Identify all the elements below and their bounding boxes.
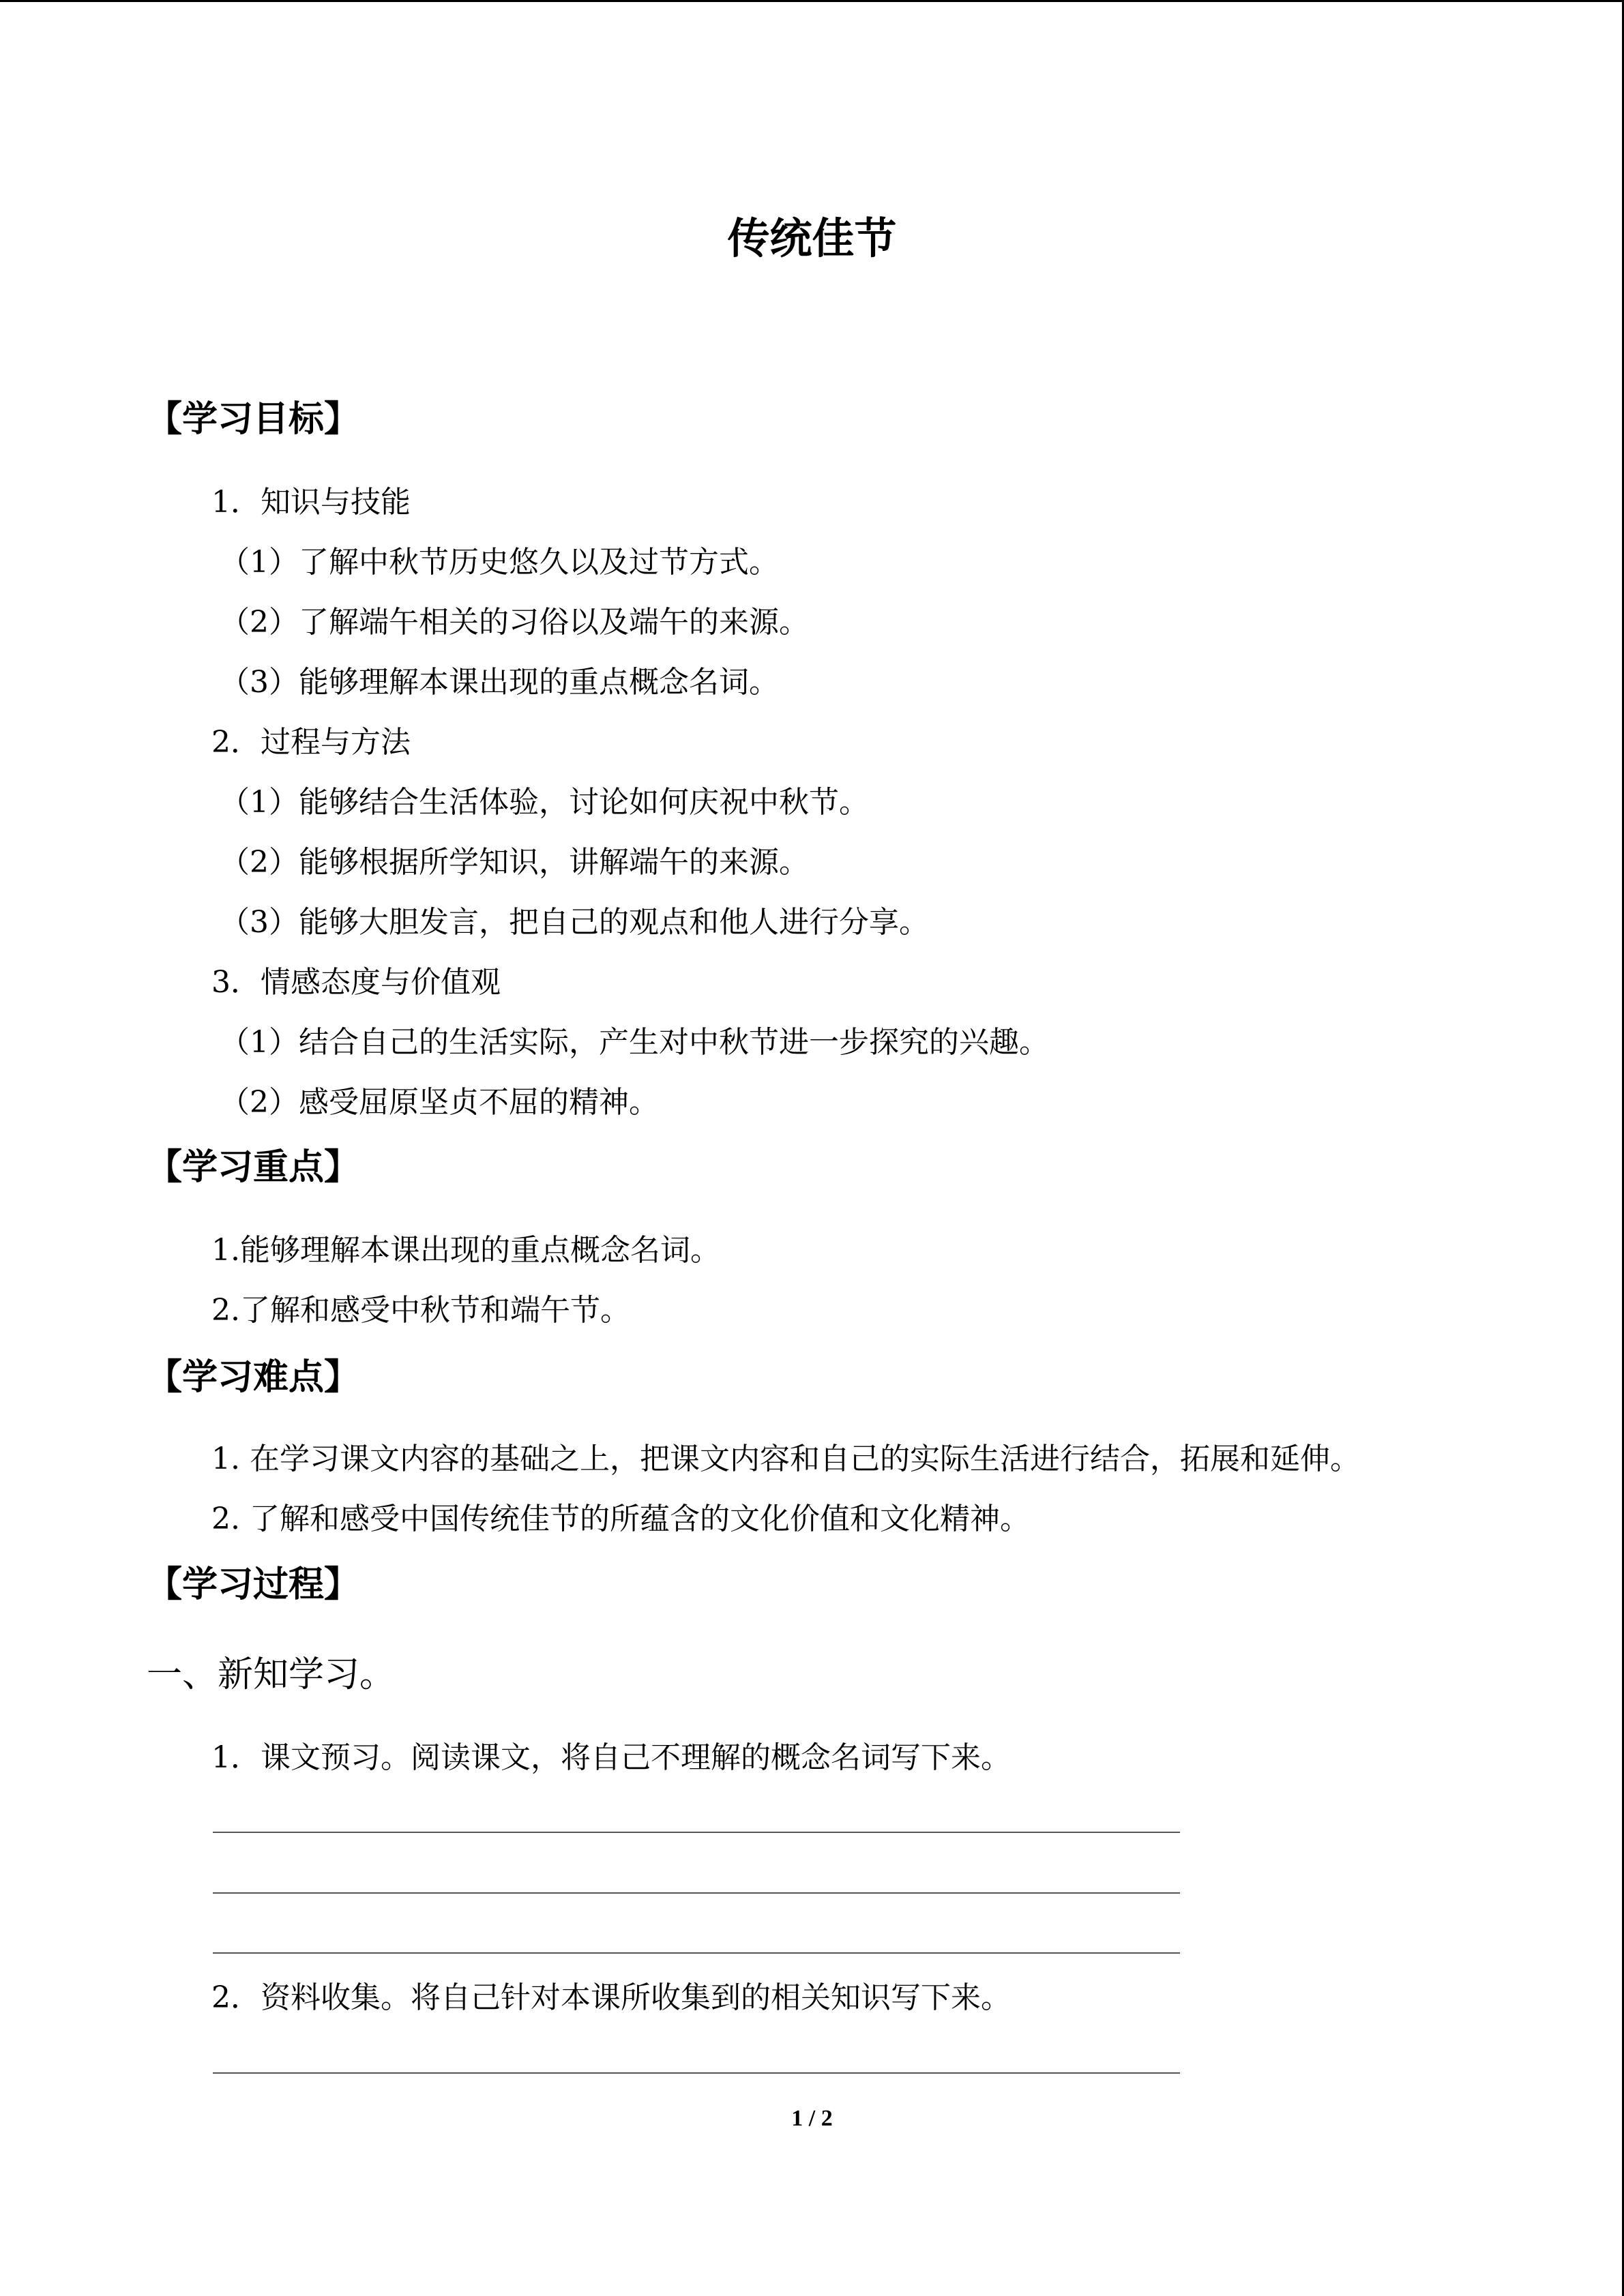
answer-line-2[interactable]: [213, 1892, 1180, 1894]
heading-objectives: 【学习目标】: [147, 399, 360, 440]
process-task-2: 2．资料收集。将自己针对本课所收集到的相关知识写下来。: [211, 1980, 1011, 2015]
objective-process-item-3: （3）能够大胆发言，把自己的观点和他人进行分享。: [220, 905, 929, 940]
key-point-2: 2.了解和感受中秋节和端午节。: [211, 1293, 630, 1328]
heading-process: 【学习过程】: [147, 1564, 360, 1605]
process-task-1: 1．课文预习。阅读课文，将自己不理解的概念名词写下来。: [211, 1740, 1011, 1775]
key-point-1: 1.能够理解本课出现的重点概念名词。: [211, 1233, 720, 1268]
heading-key-points: 【学习重点】: [147, 1147, 360, 1188]
objective-process-label: 2．过程与方法: [211, 725, 411, 760]
objective-emotion-label: 3．情感态度与价值观: [211, 965, 501, 1000]
objective-process-item-2: （2）能够根据所学知识，讲解端午的来源。: [220, 845, 809, 880]
difficulty-2: 2. 了解和感受中国传统佳节的所蕴含的文化价值和文化精神。: [211, 1502, 1030, 1536]
objective-knowledge-item-1: （1）了解中秋节历史悠久以及过节方式。: [220, 545, 779, 580]
objective-knowledge-item-3: （3）能够理解本课出现的重点概念名词。: [220, 665, 779, 700]
answer-line-4[interactable]: [213, 2072, 1180, 2074]
objective-process-item-1: （1）能够结合生活体验，讨论如何庆祝中秋节。: [220, 785, 869, 820]
objective-knowledge-item-2: （2）了解端午相关的习俗以及端午的来源。: [220, 605, 809, 640]
answer-line-1[interactable]: [213, 1832, 1180, 1833]
objective-emotion-item-1: （1）结合自己的生活实际，产生对中秋节进一步探究的兴趣。: [220, 1025, 1049, 1060]
objective-emotion-item-2: （2）感受屈原坚贞不屈的精神。: [220, 1085, 659, 1120]
difficulty-1: 1. 在学习课文内容的基础之上，把课文内容和自己的实际生活进行结合，拓展和延伸。: [211, 1442, 1360, 1476]
objective-knowledge-label: 1．知识与技能: [211, 485, 411, 520]
heading-difficulties: 【学习难点】: [147, 1357, 360, 1398]
process-part-1-title: 一、新知学习。: [147, 1654, 396, 1695]
page-number: 1 / 2: [791, 2106, 833, 2131]
page-border-top: [0, 0, 1624, 2]
answer-line-3[interactable]: [213, 1952, 1180, 1954]
document-title: 传统佳节: [727, 213, 897, 263]
